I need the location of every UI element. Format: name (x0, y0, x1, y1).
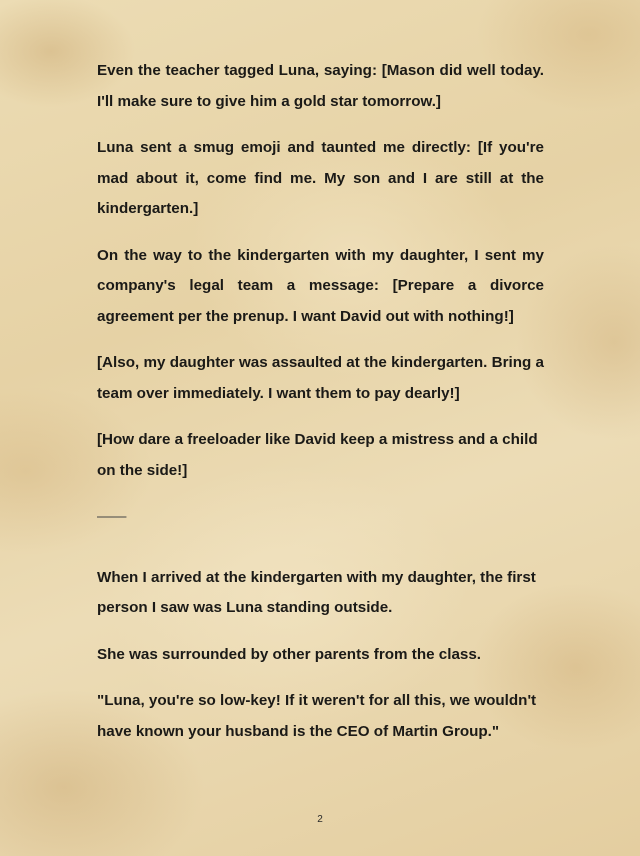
paragraph: Luna sent a smug emoji and taunted me directly: [If you're mad about it, come find me. My son and I are still at the kindergarten.] (97, 139, 544, 217)
document-page (97, 56, 544, 763)
section-divider: —— (97, 508, 126, 525)
paragraph: "Luna, you're so low-key! If it weren't for all this, we wouldn't have known your husband is the CEO of Martin Group." (97, 692, 537, 740)
paragraph: On the way to the kindergarten with my daughter, I sent my company's legal team a message: [Prepare a divorce agreement per the prenup. I want David out with nothing!] (97, 246, 544, 325)
paragraph: She was surrounded by other parents from the class. (97, 645, 482, 663)
paragraph: Even the teacher tagged Luna, saying: [Mason did well today. I'll make sure to give him a gold star tomorrow.] (97, 62, 544, 110)
page-number: 2 (317, 814, 323, 825)
paragraph: When I arrived at the kindergarten with my daughter, the first person I saw was Luna standing outside. (97, 568, 536, 616)
paragraph: [Also, my daughter was assaulted at the kindergarten. Bring a team over immediately. I want them to pay dearly!] (97, 354, 544, 402)
paragraph: [How dare a freeloader like David keep a mistress and a child on the side!] (97, 431, 538, 479)
